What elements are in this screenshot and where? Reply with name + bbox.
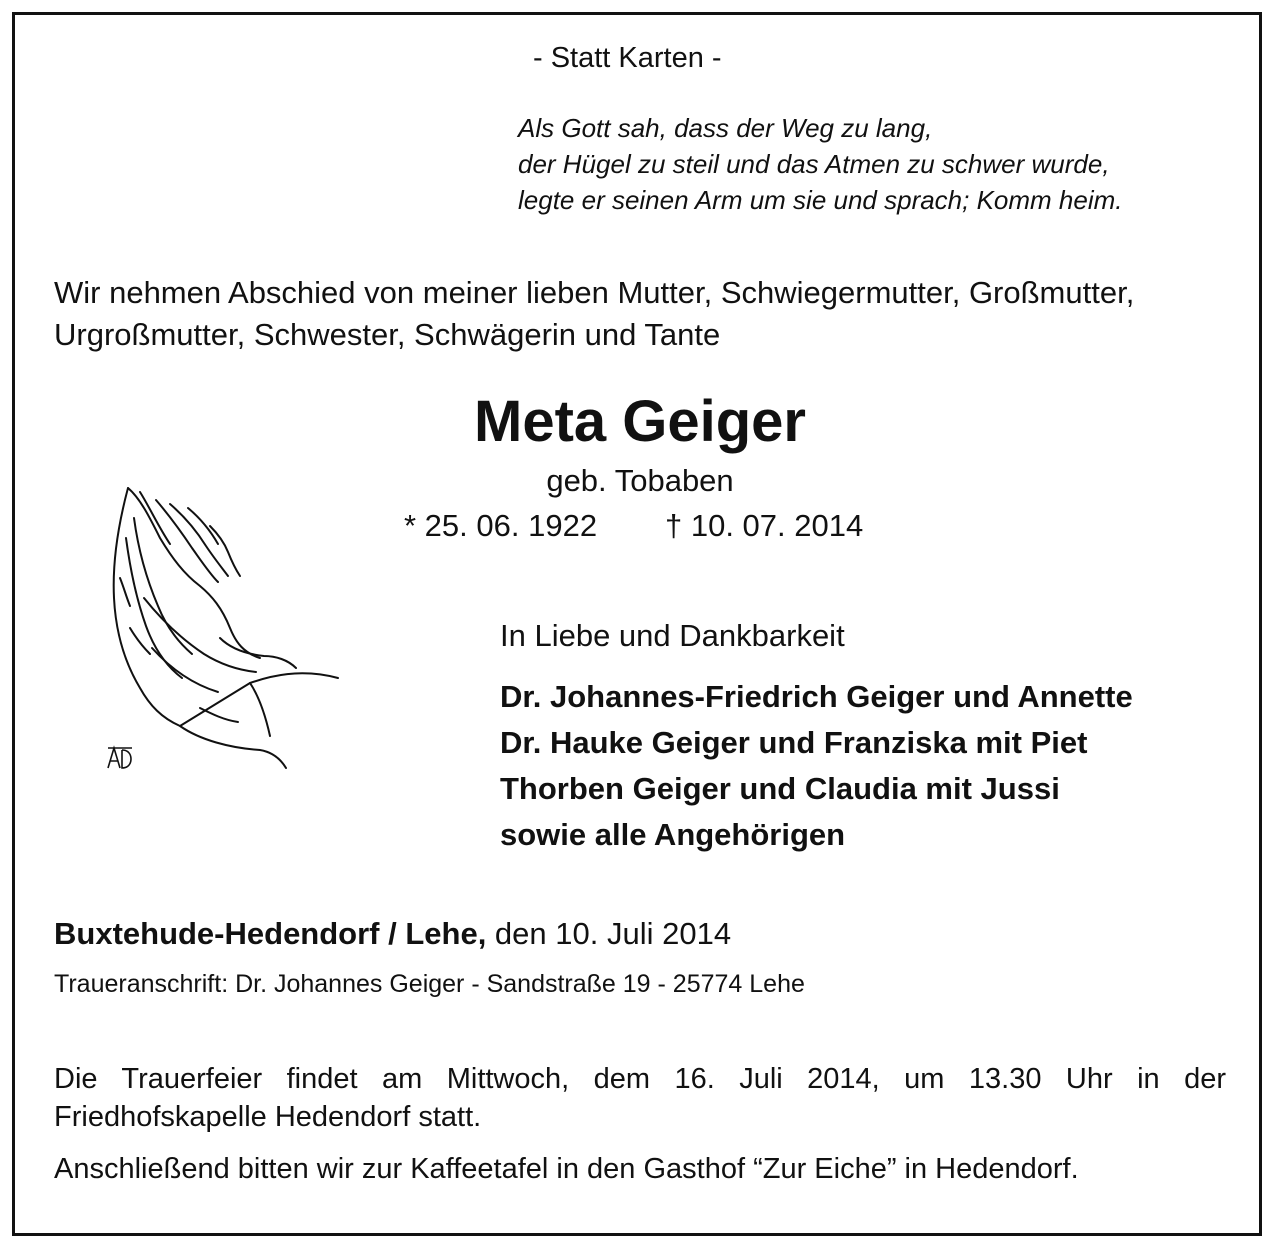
place-date xyxy=(54,916,731,952)
coffee-info: Anschließend bitten wir zur Kaffeetafel in den Gasthof “Zur Eiche” in Hedendorf. xyxy=(54,1153,1079,1185)
funeral-info: Die Trauerfeier findet am Mittwoch, dem 16. Juli 2014, um 13.30 Uhr in der Friedhofskapelle Hedendorf statt. xyxy=(54,1063,1226,1133)
notice-date: den 10. Juli 2014 xyxy=(486,916,732,951)
intro-line: Wir nehmen Abschied von meiner lieben Mutter, Schwiegermutter, Großmutter, xyxy=(54,275,1135,310)
mourner-line: Dr. Hauke Geiger und Franziska mit Piet xyxy=(500,725,1088,760)
statt-karten: - Statt Karten - xyxy=(533,42,722,74)
maiden-name: geb. Tobaben xyxy=(546,463,734,498)
monogram xyxy=(108,748,132,768)
mourner-line: Dr. Johannes-Friedrich Geiger und Annette xyxy=(500,679,1133,714)
intro-text xyxy=(54,272,1134,356)
poem-line: Als Gott sah, dass der Weg zu lang, xyxy=(518,113,933,143)
poem xyxy=(518,110,1123,218)
mourners-list xyxy=(500,674,1133,858)
poem-line: der Hügel zu steil und das Atmen zu schwer wurde, xyxy=(518,149,1110,179)
deceased-name: Meta Geiger xyxy=(474,389,806,454)
poem-line: legte er seinen Arm um sie und sprach; Komm heim. xyxy=(518,185,1123,215)
death-date: † 10. 07. 2014 xyxy=(665,508,864,543)
intro-line: Urgroßmutter, Schwester, Schwägerin und Tante xyxy=(54,317,721,352)
mourner-line: Thorben Geiger und Claudia mit Jussi xyxy=(500,771,1060,806)
praying-hands-icon xyxy=(100,478,350,778)
mourning-address: Traueranschrift: Dr. Johannes Geiger - Sandstraße 19 - 25774 Lehe xyxy=(54,970,805,998)
mourner-line: sowie alle Angehörigen xyxy=(500,817,846,852)
greeting: In Liebe und Dankbarkeit xyxy=(500,618,845,653)
place-location: Buxtehude-Hedendorf / Lehe, xyxy=(54,916,487,951)
birth-date: * 25. 06. 1922 xyxy=(404,508,598,543)
